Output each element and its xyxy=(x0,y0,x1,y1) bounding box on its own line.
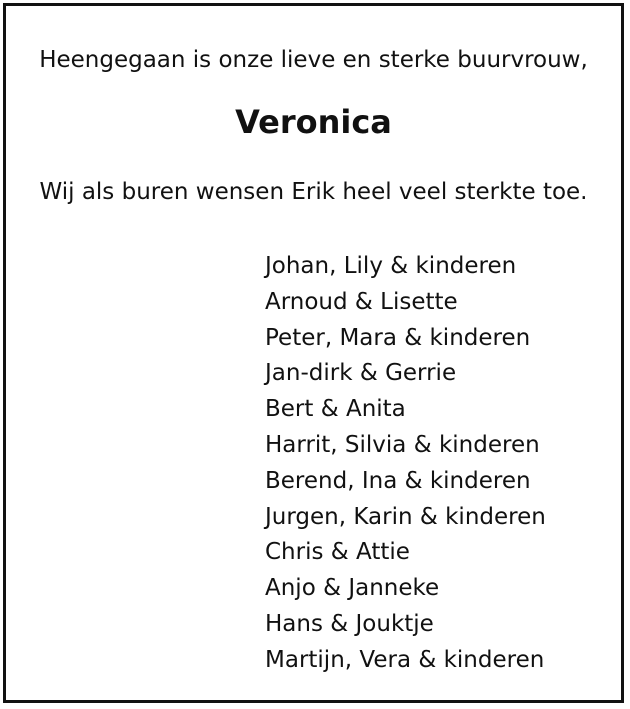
deceased-name: Veronica xyxy=(235,103,392,141)
signature-line: Bert & Anita xyxy=(265,396,406,423)
signature-line: Chris & Attie xyxy=(265,539,410,566)
signature-line: Berend, Ina & kinderen xyxy=(265,467,531,494)
intro-text: Heengegaan is onze lieve en sterke buurvrouw, xyxy=(39,47,588,73)
signature-line: Peter, Mara & kinderen xyxy=(265,324,531,351)
signature-line: Jan-dirk & Gerrie xyxy=(265,360,457,387)
signature-line: Harrit, Silvia & kinderen xyxy=(265,431,540,458)
signature-line: Hans & Jouktje xyxy=(265,610,434,637)
condolence-text: Wij als buren wensen Erik heel veel sterkte toe. xyxy=(39,179,588,205)
signature-line: Johan, Lily & kinderen xyxy=(265,253,517,279)
signature-line: Martijn, Vera & kinderen xyxy=(265,646,545,673)
signature-line: Arnoud & Lisette xyxy=(265,288,458,315)
notice-frame xyxy=(3,3,624,703)
signature-line: Anjo & Janneke xyxy=(265,575,440,602)
signature-list xyxy=(265,251,546,681)
signature-line: Jurgen, Karin & kinderen xyxy=(265,503,546,530)
